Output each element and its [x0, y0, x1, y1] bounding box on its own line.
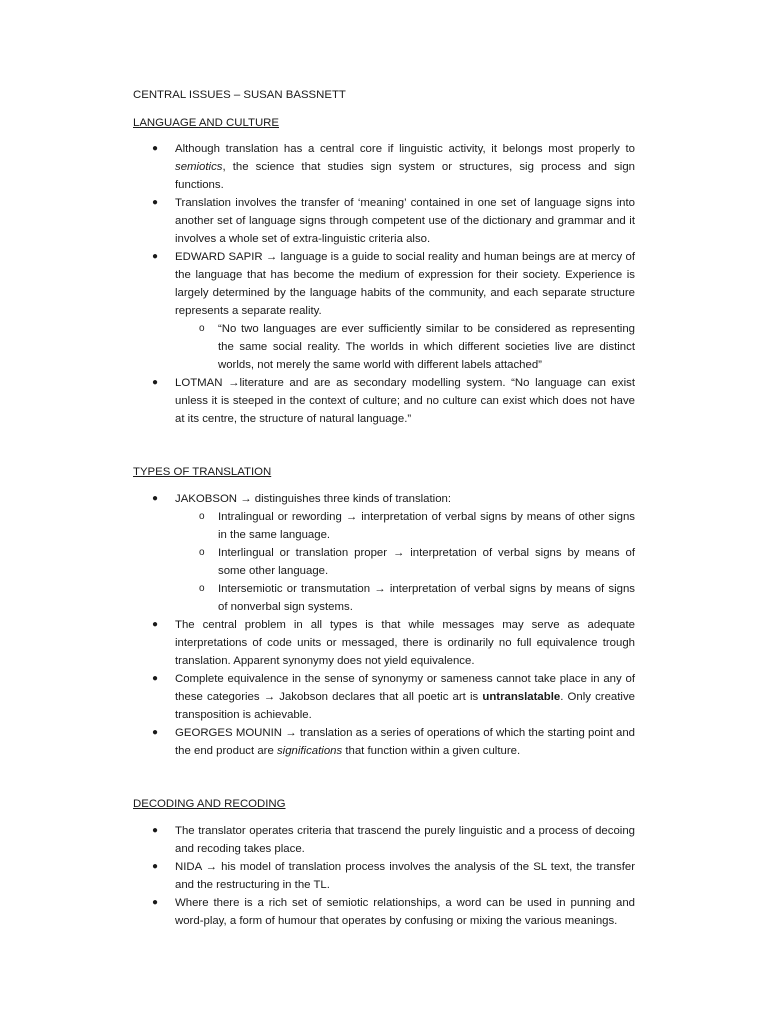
- text-run: Complete equivalence in the sense of synonymy or sameness cannot take place in any of these categories → Jakobson declares that all poetic art is: [175, 673, 635, 703]
- circle-bullet-icon: o: [199, 323, 205, 334]
- bullet-icon: ●: [152, 673, 159, 684]
- list-item-text: [175, 377, 635, 425]
- document-title: CENTRAL ISSUES – SUSAN BASSNETT: [133, 89, 346, 101]
- circle-bullet-icon: o: [199, 583, 205, 594]
- bullet-icon: ●: [152, 143, 159, 154]
- bullet-list: [133, 490, 635, 760]
- section-list-types-of-translation: [133, 490, 635, 760]
- text-run: LOTMAN →literature and are as secondary modelling system. “No language can exist unless it is steeped in the context of culture; and no culture can exist which does not have at its centre, the structure of natural language.”: [175, 377, 635, 425]
- section-heading-types-of-translation: TYPES OF TRANSLATION: [133, 466, 272, 478]
- list-item-text: [175, 493, 451, 505]
- list-item: [133, 616, 635, 670]
- list-item-text: [175, 825, 635, 855]
- text-run: Interlingual or translation proper → interpretation of verbal signs by means of some other language.: [218, 547, 635, 577]
- list-item-text: [175, 727, 635, 757]
- italic-text: semiotics: [175, 161, 223, 173]
- section-list-language-and-culture: [133, 140, 635, 428]
- list-item-text: [175, 861, 635, 891]
- list-item-text: [175, 251, 635, 317]
- list-item: [133, 670, 635, 724]
- text-run: that function within a given culture.: [342, 745, 521, 757]
- list-item: [133, 858, 635, 894]
- list-item-text: [175, 897, 635, 927]
- list-item-text: [175, 197, 635, 245]
- list-item: [133, 490, 635, 616]
- italic-text: significations: [276, 745, 343, 757]
- bullet-list: [133, 822, 635, 930]
- sub-list-item-text: [218, 323, 635, 371]
- text-run: Intersemiotic or transmutation → interpretation of verbal signs by means of signs of nonverbal sign systems.: [218, 583, 635, 613]
- text-run: NIDA → his model of translation process involves the analysis of the SL text, the transfer and the restructuring in the TL.: [175, 861, 635, 891]
- sub-list-item: [133, 508, 635, 544]
- text-run: “No two languages are ever sufficiently similar to be considered as representing the same social reality. The worlds in which different societies live are distinct worlds, not merely the same world with different labels attached”: [218, 323, 635, 371]
- bullet-list: [133, 140, 635, 428]
- text-run: Although translation has a central core if linguistic activity, it belongs most properly to: [175, 143, 635, 155]
- sub-list: [133, 508, 635, 616]
- list-item: [133, 894, 635, 930]
- sub-list: [133, 320, 635, 374]
- text-run: EDWARD SAPIR → language is a guide to social reality and human beings are at mercy of the language that has become the medium of expression for their society. Experience is largely determined by the language habits of the community, and each separate structure represents a separate reality.: [175, 251, 635, 317]
- list-item: [133, 724, 635, 760]
- sub-list-item-text: [218, 511, 635, 541]
- sub-list-item: [133, 544, 635, 580]
- sub-list-item: [133, 580, 635, 616]
- bullet-icon: ●: [152, 251, 159, 262]
- bullet-icon: ●: [152, 727, 159, 738]
- list-item: [133, 822, 635, 858]
- bullet-icon: ●: [152, 493, 159, 504]
- bullet-icon: ●: [152, 197, 159, 208]
- sub-list-item: [133, 320, 635, 374]
- text-run: , the science that studies sign system or structures, sig process and sign functions.: [175, 161, 635, 191]
- text-run: The translator operates criteria that trascend the purely linguistic and a process of decoing and recoding takes place.: [175, 825, 635, 855]
- bullet-icon: ●: [152, 861, 159, 872]
- section-heading-decoding-and-recoding: DECODING AND RECODING: [133, 798, 286, 810]
- bullet-icon: ●: [152, 377, 159, 388]
- bullet-icon: ●: [152, 619, 159, 630]
- sub-list-item-text: [218, 547, 635, 577]
- text-run: GEORGES MOUNIN → translation as a series of operations of which the starting point and the end product are: [175, 727, 635, 757]
- list-item: [133, 374, 635, 428]
- list-item-text: [175, 619, 635, 667]
- sub-list-item-text: [218, 583, 635, 613]
- section-heading-language-and-culture: LANGUAGE AND CULTURE: [133, 117, 279, 129]
- circle-bullet-icon: o: [199, 511, 205, 522]
- list-item: [133, 248, 635, 374]
- bold-text: untranslatable: [482, 691, 561, 703]
- list-item-text: [175, 143, 635, 191]
- section-list-decoding-and-recoding: [133, 822, 635, 930]
- circle-bullet-icon: o: [199, 547, 205, 558]
- text-run: Where there is a rich set of semiotic relationships, a word can be used in punning and word-play, a form of humour that operates by confusing or mixing the various meanings.: [175, 897, 635, 927]
- list-item: [133, 194, 635, 248]
- list-item: [133, 140, 635, 194]
- sub-list-wrapper: [133, 320, 635, 374]
- text-run: Intralingual or rewording → interpretation of verbal signs by means of other signs in the same language.: [218, 511, 635, 541]
- bullet-icon: ●: [152, 825, 159, 836]
- text-run: Translation involves the transfer of ‘meaning’ contained in one set of language signs into another set of language signs through competent use of the dictionary and grammar and it involves a whole set of extra-linguistic criteria also.: [175, 197, 635, 245]
- bullet-icon: ●: [152, 897, 159, 908]
- text-run: . Only creative transposition is achievable.: [175, 691, 635, 721]
- text-run: JAKOBSON → distinguishes three kinds of translation:: [175, 493, 452, 505]
- list-item-text: [175, 673, 635, 721]
- text-run: The central problem in all types is that while messages may serve as adequate interpretations of code units or messaged, there is ordinarily no full equivalence trough translation. Apparent synonymy does not yield equivalence.: [175, 619, 635, 667]
- sub-list-wrapper: [133, 508, 635, 616]
